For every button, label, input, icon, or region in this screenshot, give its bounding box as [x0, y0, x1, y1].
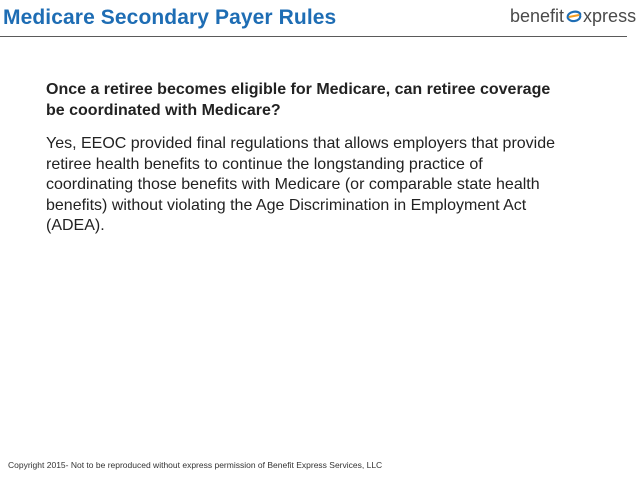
slide-content — [46, 79, 566, 237]
title-divider — [0, 36, 627, 37]
logo-text-xpress: xpress — [583, 5, 637, 26]
answer-text: Yes, EEOC provided final regulations that allows employers that provide retiree health benefits to continue the longstanding practice of coordinating those benefits with Medicare (or comparable state health benefits) without violating the Age Discrimination in Employment Act (ADEA). — [46, 135, 556, 234]
copyright-footer: Copyright 2015- Not to be reproduced without express permission of Benefit Express Services, LLC — [8, 460, 383, 470]
question-text: Once a retiree becomes eligible for Medicare, can retiree coverage be coordinated with Medicare? — [46, 81, 551, 119]
benefitexpress-e-swirl-icon — [565, 7, 583, 25]
logo-text-benefit: benefit — [510, 5, 565, 26]
slide-title: Medicare Secondary Payer Rules — [3, 6, 337, 29]
benefitexpress-logo — [510, 2, 636, 30]
